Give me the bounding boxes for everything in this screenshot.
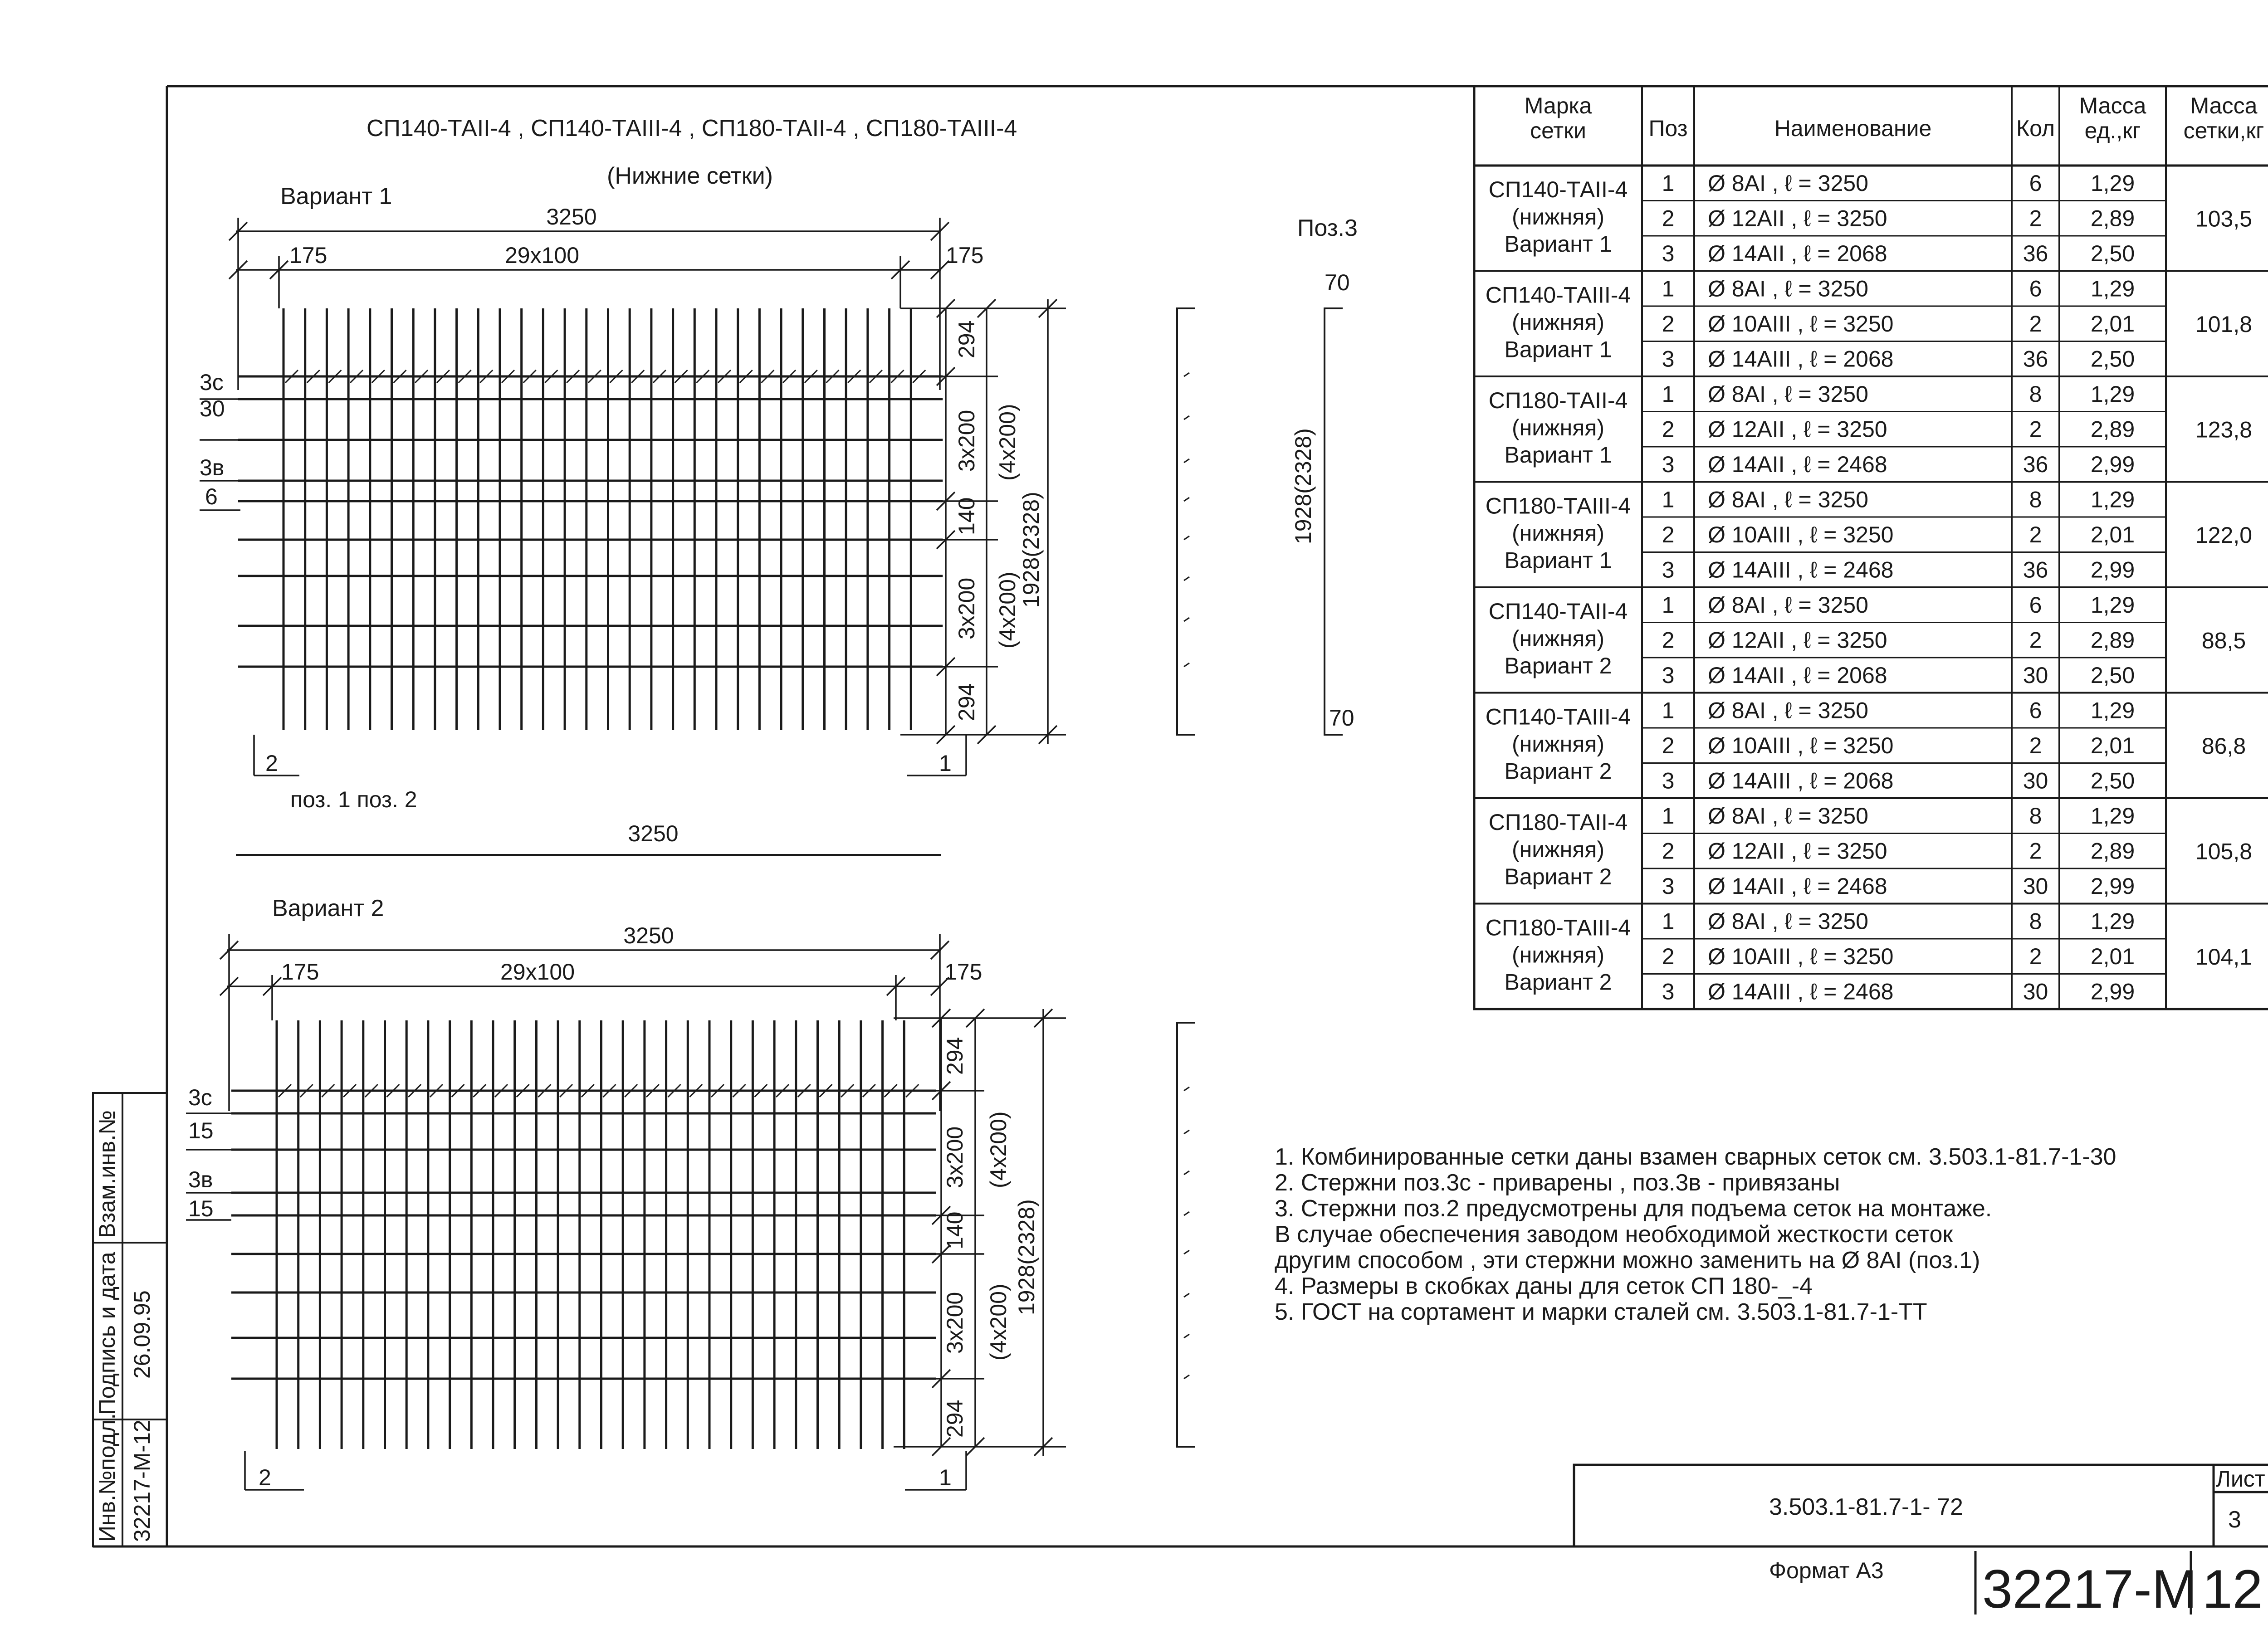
cell-qty: 6 — [2029, 276, 2042, 302]
cell-mark: СП180-ТАII-4 — [1488, 388, 1628, 413]
variant1-dim-140: 140 — [954, 497, 979, 535]
variant2-side-15a: 15 — [188, 1118, 214, 1143]
cell-total-mass: 101,8 — [2195, 311, 2253, 337]
cell-unit-mass: 2,99 — [2090, 557, 2135, 583]
cell-total-mass: 122,0 — [2195, 522, 2253, 548]
drawing-title: СП140-ТАII-4 , СП140-ТАIII-4 , СП180-ТАII-4 , СП180-ТАIII-4 — [367, 115, 1017, 141]
cell-pos: 1 — [1662, 803, 1675, 829]
cell-qty: 2 — [2029, 627, 2042, 653]
pos3-bottom: 70 — [1329, 705, 1354, 731]
cell-qty: 2 — [2029, 733, 2042, 758]
cell-unit-mass: 2,89 — [2090, 838, 2135, 864]
header-total-mass: Масса сетки,кг — [2183, 93, 2264, 143]
cell-unit-mass: 2,89 — [2090, 627, 2135, 653]
cell-qty: 36 — [2023, 557, 2048, 583]
bar-tick — [1184, 1293, 1189, 1297]
cell-unit-mass: 2,50 — [2090, 346, 2135, 372]
cell-mark: (нижняя) — [1511, 837, 1605, 862]
cell-pos: 1 — [1662, 487, 1675, 512]
variant2-dim-total: 3250 — [623, 923, 674, 948]
variant1-dim-4x200-top: (4x200) — [995, 404, 1020, 481]
stamp-number: 12 — [2202, 1559, 2263, 1619]
cell-unit-mass: 1,29 — [2090, 487, 2135, 512]
variant2-dim-3x200-bottom: 3x200 — [942, 1292, 968, 1354]
notes — [1275, 1144, 2116, 1325]
cell-unit-mass: 2,89 — [2090, 205, 2135, 231]
header-mark: Марка сетки — [1524, 93, 1592, 143]
cell-pos: 1 — [1662, 592, 1675, 618]
cell-unit-mass: 2,01 — [2090, 311, 2135, 337]
variant1-drawing — [200, 183, 1066, 855]
pos3-label: Поз.3 — [1297, 215, 1358, 241]
variant2-dim-3x200-top: 3x200 — [942, 1126, 968, 1188]
drawing-subtitle: (Нижние сетки) — [607, 163, 773, 189]
cell-mark: (нижняя) — [1511, 520, 1605, 546]
cell-name: Ø 10АIII , ℓ = 3250 — [1708, 944, 1894, 969]
cell-mark: СП180-ТАIII-4 — [1485, 493, 1631, 519]
bar-tick — [1184, 663, 1189, 667]
cell-mark: (нижняя) — [1511, 626, 1605, 651]
cell-qty: 2 — [2029, 311, 2042, 337]
bar-tick — [1184, 373, 1189, 376]
bar-tick — [1184, 416, 1189, 419]
replace-label: Взам.инв.№ — [94, 1110, 120, 1238]
sheet-number: 3 — [2228, 1507, 2241, 1533]
variant1-dim-left: 175 — [289, 243, 327, 268]
cell-name: Ø 14АIII , ℓ = 2068 — [1708, 346, 1894, 372]
cell-total-mass: 88,5 — [2201, 628, 2246, 654]
cell-name: Ø 14АII , ℓ = 2068 — [1708, 241, 1887, 266]
format-label: Формат А3 — [1769, 1558, 1884, 1583]
title-block — [1574, 1465, 2268, 1619]
variant2-label: Вариант 2 — [272, 895, 384, 922]
cell-qty: 30 — [2023, 768, 2048, 794]
variant2-dim-4x200-top: (4x200) — [986, 1111, 1011, 1188]
cell-mark: СП140-ТАII-4 — [1488, 177, 1628, 202]
cell-unit-mass: 1,29 — [2090, 381, 2135, 407]
cell-name: Ø 14АIII , ℓ = 2068 — [1708, 768, 1894, 794]
cell-total-mass: 123,8 — [2195, 417, 2253, 443]
variant2-side-3v: 3в — [188, 1167, 213, 1192]
cell-pos: 3 — [1662, 557, 1675, 583]
variant1-bottom-dim: 3250 — [628, 821, 679, 846]
sheet-label: Лист — [2216, 1466, 2265, 1492]
cell-total-mass: 103,5 — [2195, 206, 2253, 232]
variant2-drawing — [186, 895, 1066, 1490]
cell-pos: 3 — [1662, 452, 1675, 477]
cell-qty: 36 — [2023, 346, 2048, 372]
variant2-mesh — [231, 1020, 936, 1449]
cell-pos: 1 — [1662, 908, 1675, 934]
variant1-side-3c: 3с — [200, 370, 224, 395]
cell-name: Ø 10АIII , ℓ = 3250 — [1708, 311, 1894, 337]
inv-label: Инв.№подл. — [94, 1413, 120, 1542]
cell-mark: Вариант 1 — [1504, 337, 1612, 362]
cell-pos: 2 — [1662, 522, 1675, 547]
cell-pos: 2 — [1662, 205, 1675, 231]
note-5: 5. ГОСТ на сортамент и марки сталей см. 3.503.1-81.7-1-ТТ — [1275, 1299, 1927, 1325]
cell-name: Ø 12АII , ℓ = 3250 — [1708, 205, 1887, 231]
variant1-side-6: 6 — [205, 484, 218, 509]
variant2-dim-294-top: 294 — [942, 1037, 968, 1075]
cell-qty: 30 — [2023, 979, 2048, 1005]
cell-pos: 3 — [1662, 873, 1675, 899]
sheet-frame — [93, 86, 2268, 1546]
cell-qty: 30 — [2023, 663, 2048, 688]
cell-mark: СП140-ТАIII-4 — [1485, 704, 1631, 730]
cell-qty: 30 — [2023, 873, 2048, 899]
cell-qty: 2 — [2029, 838, 2042, 864]
variant1-dim-mid: 29x100 — [504, 243, 580, 268]
bar-tick — [1184, 1171, 1189, 1175]
cell-name: Ø 14АII , ℓ = 2068 — [1708, 663, 1887, 688]
cell-qty: 8 — [2029, 487, 2042, 512]
cell-unit-mass: 1,29 — [2090, 908, 2135, 934]
cell-pos: 2 — [1662, 627, 1675, 653]
cell-pos: 2 — [1662, 311, 1675, 337]
cell-unit-mass: 2,89 — [2090, 416, 2135, 442]
cell-unit-mass: 1,29 — [2090, 592, 2135, 618]
cell-pos: 2 — [1662, 733, 1675, 758]
cell-qty: 8 — [2029, 381, 2042, 407]
cell-name: Ø 8АI , ℓ = 3250 — [1708, 381, 1868, 407]
pos3-top: 70 — [1325, 270, 1350, 295]
cell-name: Ø 8АI , ℓ = 3250 — [1708, 276, 1868, 302]
cell-mark: Вариант 2 — [1504, 758, 1612, 784]
cell-pos: 2 — [1662, 944, 1675, 969]
variant2-dim-mid: 29x100 — [500, 959, 575, 985]
cell-qty: 2 — [2029, 416, 2042, 442]
cell-unit-mass: 2,50 — [2090, 768, 2135, 794]
pos3-length: 1928(2328) — [1290, 428, 1316, 544]
bar-tick — [1184, 577, 1189, 580]
cell-mark: (нижняя) — [1511, 942, 1605, 968]
cell-unit-mass: 2,99 — [2090, 979, 2135, 1005]
cell-pos: 1 — [1662, 697, 1675, 723]
note-4: 4. Размеры в скобках даны для сеток СП 180-_-4 — [1275, 1273, 1813, 1299]
cell-total-mass: 104,1 — [2195, 944, 2253, 970]
cell-mark: СП140-ТАII-4 — [1488, 599, 1628, 624]
binding-strip — [93, 1093, 167, 1546]
cell-mark: Вариант 2 — [1504, 653, 1612, 678]
cell-pos: 1 — [1662, 381, 1675, 407]
doc-code: 3.503.1-81.7-1- 72 — [1769, 1494, 1963, 1520]
variant2-side-15b: 15 — [188, 1196, 214, 1221]
cell-mark: СП180-ТАIII-4 — [1485, 915, 1631, 941]
inv-value: 32217-М-12 — [129, 1419, 155, 1542]
cell-name: Ø 10АIII , ℓ = 3250 — [1708, 522, 1894, 547]
bar-tick — [1184, 1250, 1189, 1254]
variant1-pos-note: поз. 1 поз. 2 — [290, 787, 417, 812]
cell-pos: 3 — [1662, 768, 1675, 794]
variant2-dim-height: 1928(2328) — [1014, 1199, 1039, 1315]
cell-name: Ø 12АII , ℓ = 3250 — [1708, 627, 1887, 653]
variant1-dim-height: 1928(2328) — [1018, 492, 1044, 608]
cell-unit-mass: 2,99 — [2090, 873, 2135, 899]
variant2-dim-294-bottom: 294 — [942, 1400, 968, 1438]
cell-pos: 2 — [1662, 838, 1675, 864]
bar-tick — [1184, 1130, 1189, 1134]
header-unit-mass: Масса ед.,кг — [2079, 93, 2146, 143]
cell-total-mass: 86,8 — [2201, 733, 2246, 759]
variant2-side-3c: 3с — [188, 1085, 212, 1110]
bar-tick — [1184, 536, 1189, 540]
cell-qty: 36 — [2023, 452, 2048, 477]
variant1-dim-294-top: 294 — [954, 320, 979, 358]
cell-mark: (нижняя) — [1511, 204, 1605, 229]
cell-name: Ø 14АIII , ℓ = 2468 — [1708, 557, 1894, 583]
cell-name: Ø 12АII , ℓ = 3250 — [1708, 838, 1887, 864]
sign-label: Подпись и дата — [94, 1252, 120, 1415]
cell-mark: Вариант 2 — [1504, 969, 1612, 995]
cell-unit-mass: 1,29 — [2090, 276, 2135, 302]
cell-pos: 2 — [1662, 416, 1675, 442]
variant1-mesh — [238, 308, 943, 730]
bar-tick — [1184, 1087, 1189, 1091]
variant1-dim-3x200-top: 3x200 — [954, 410, 979, 472]
bar-tick — [1184, 1375, 1189, 1379]
cell-unit-mass: 2,01 — [2090, 522, 2135, 547]
cell-mark: Вариант 2 — [1504, 864, 1612, 889]
cell-mark: (нижняя) — [1511, 415, 1605, 440]
variant1-side-30: 30 — [200, 396, 225, 421]
bar-tick — [1184, 498, 1189, 501]
cell-qty: 2 — [2029, 944, 2042, 969]
cell-qty: 36 — [2023, 241, 2048, 266]
cell-pos: 3 — [1662, 346, 1675, 372]
cell-qty: 2 — [2029, 522, 2042, 547]
bar-tick — [1184, 618, 1189, 621]
cell-pos: 3 — [1662, 663, 1675, 688]
variant2-mark-2: 2 — [259, 1465, 271, 1490]
cell-name: Ø 14АII , ℓ = 2468 — [1708, 873, 1887, 899]
variant1-mark-2: 2 — [265, 751, 278, 776]
cell-mark: СП180-ТАII-4 — [1488, 810, 1628, 835]
variant1-side-3v: 3в — [200, 455, 225, 480]
cell-qty: 6 — [2029, 171, 2042, 196]
note-3c: другим способом , эти стержни можно заменить на Ø 8АI (поз.1) — [1275, 1247, 1980, 1273]
cell-unit-mass: 1,29 — [2090, 171, 2135, 196]
note-1: 1. Комбинированные сетки даны взамен сварных сеток см. 3.503.1-81.7-1-30 — [1275, 1144, 2116, 1170]
variant2-dim-right: 175 — [944, 959, 982, 985]
spec-table — [1474, 86, 2268, 1009]
cell-pos: 3 — [1662, 979, 1675, 1005]
cell-unit-mass: 1,29 — [2090, 803, 2135, 829]
bar-tick — [1184, 1212, 1189, 1215]
variant1-mark-1: 1 — [939, 751, 952, 776]
header-qty: Кол — [2016, 116, 2055, 141]
variant2-dim-4x200-bottom: (4x200) — [986, 1283, 1011, 1361]
cell-qty: 6 — [2029, 592, 2042, 618]
stamp-code: 32217-М — [1982, 1559, 2197, 1619]
note-3b: В случае обеспечения заводом необходимой жесткости сеток — [1275, 1221, 1953, 1248]
note-3: 3. Стержни поз.2 предусмотрены для подъема сеток на монтаже. — [1275, 1195, 1992, 1222]
variant1-dim-right: 175 — [946, 243, 984, 268]
cell-mark: (нижняя) — [1511, 309, 1605, 335]
variant1-dim-total: 3250 — [546, 204, 597, 229]
cell-name: Ø 14АIII , ℓ = 2468 — [1708, 979, 1894, 1005]
variant1-dim-4x200-bottom: (4x200) — [995, 571, 1020, 649]
note-2: 2. Стержни поз.3с - приварены , поз.3в - привязаны — [1275, 1170, 1840, 1196]
variant2-dim-140: 140 — [942, 1211, 968, 1249]
cell-mark: СП140-ТАIII-4 — [1485, 282, 1631, 308]
cell-qty: 8 — [2029, 908, 2042, 934]
cell-unit-mass: 2,01 — [2090, 733, 2135, 758]
cell-unit-mass: 2,50 — [2090, 663, 2135, 688]
cell-mark: Вариант 1 — [1504, 547, 1612, 573]
header-pos: Поз — [1648, 116, 1688, 141]
cell-name: Ø 10АIII , ℓ = 3250 — [1708, 733, 1894, 758]
cell-mark: (нижняя) — [1511, 731, 1605, 757]
sign-value: 26.09.95 — [129, 1290, 155, 1379]
cell-pos: 1 — [1662, 276, 1675, 302]
variant1-dim-3x200-bottom: 3x200 — [954, 577, 979, 639]
cell-qty: 8 — [2029, 803, 2042, 829]
cell-mark: Вариант 1 — [1504, 442, 1612, 468]
cell-name: Ø 12АII , ℓ = 3250 — [1708, 416, 1887, 442]
cell-name: Ø 8АI , ℓ = 3250 — [1708, 908, 1868, 934]
variant2-dim-left: 175 — [281, 959, 319, 985]
cell-mark: Вариант 1 — [1504, 231, 1612, 257]
cell-name: Ø 8АI , ℓ = 3250 — [1708, 803, 1868, 829]
cell-total-mass: 105,8 — [2195, 839, 2253, 864]
cell-name: Ø 14АII , ℓ = 2468 — [1708, 452, 1887, 477]
cell-name: Ø 8АI , ℓ = 3250 — [1708, 592, 1868, 618]
header-name: Наименование — [1774, 116, 1932, 141]
cell-name: Ø 8АI , ℓ = 3250 — [1708, 487, 1868, 512]
cell-pos: 3 — [1662, 241, 1675, 266]
cell-name: Ø 8АI , ℓ = 3250 — [1708, 697, 1868, 723]
cell-qty: 6 — [2029, 697, 2042, 723]
variant2-mark-1: 1 — [939, 1465, 952, 1490]
cell-qty: 2 — [2029, 205, 2042, 231]
cell-unit-mass: 2,01 — [2090, 944, 2135, 969]
bar-tick — [1184, 1334, 1189, 1338]
cell-name: Ø 8АI , ℓ = 3250 — [1708, 171, 1868, 196]
cell-unit-mass: 2,50 — [2090, 241, 2135, 266]
variant1-dim-294-bottom: 294 — [954, 683, 979, 721]
cell-unit-mass: 2,99 — [2090, 452, 2135, 477]
cell-pos: 1 — [1662, 171, 1675, 196]
cell-unit-mass: 1,29 — [2090, 697, 2135, 723]
bar-tick — [1184, 459, 1189, 463]
variant1-label: Вариант 1 — [280, 183, 392, 210]
